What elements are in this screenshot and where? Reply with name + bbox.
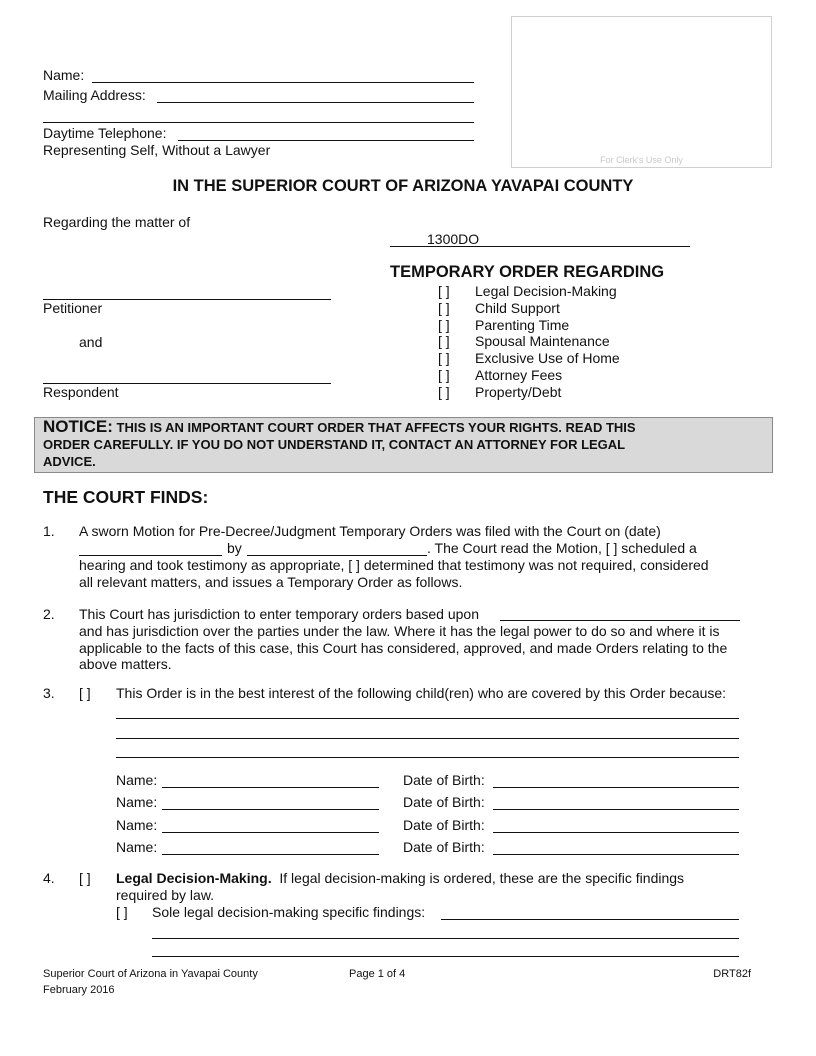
- child-name-label: Name:: [116, 839, 158, 855]
- order-title: TEMPORARY ORDER REGARDING: [390, 263, 665, 281]
- name-label: Name:: [43, 67, 85, 83]
- child-dob-label: Date of Birth:: [403, 839, 485, 855]
- item-3-checkbox[interactable]: [ ]: [79, 685, 91, 701]
- item-4-line-2: required by law.: [116, 887, 215, 903]
- sole-findings-field-3[interactable]: [152, 956, 739, 957]
- court-title: IN THE SUPERIOR COURT OF ARIZONA YAVAPAI COUNTY: [172, 177, 634, 195]
- notice-line-3: ADVICE.: [43, 454, 96, 469]
- item-3-number: 3.: [43, 685, 55, 701]
- item-4-title: Legal Decision-Making.: [116, 870, 272, 886]
- item-1-line-3: hearing and took testimony as appropriate, [ ] determined that testimony was not required, considered: [79, 557, 709, 573]
- name-field[interactable]: [92, 82, 474, 83]
- child-dob-field[interactable]: [493, 832, 739, 833]
- reason-field-3[interactable]: [116, 757, 739, 758]
- motion-date-field[interactable]: [79, 555, 222, 556]
- item-1-by: by: [227, 540, 242, 556]
- child-dob-label: Date of Birth:: [403, 794, 485, 810]
- findings-heading: THE COURT FINDS:: [43, 487, 209, 507]
- option-checkbox[interactable]: [ ]: [438, 283, 450, 299]
- sole-findings-field-1[interactable]: [441, 919, 739, 920]
- item-1-number: 1.: [43, 523, 55, 539]
- option-label: Child Support: [475, 299, 560, 316]
- footer-form-number: DRT82f: [713, 968, 751, 980]
- child-name-field[interactable]: [162, 787, 379, 788]
- child-name-field[interactable]: [162, 854, 379, 855]
- notice-heading: NOTICE:: [43, 417, 113, 436]
- reason-field-1[interactable]: [116, 718, 739, 719]
- option-checkbox[interactable]: [ ]: [438, 350, 450, 367]
- child-dob-label: Date of Birth:: [403, 772, 485, 788]
- item-1-line-4: all relevant matters, and issues a Temporary Order as follows.: [79, 574, 463, 590]
- child-name-label: Name:: [116, 772, 158, 788]
- child-dob-field[interactable]: [493, 854, 739, 855]
- option-label: Exclusive Use of Home: [475, 350, 620, 367]
- item-1-line-2: . The Court read the Motion, [ ] scheduled a: [427, 540, 697, 556]
- case-number: 1300DO: [427, 231, 480, 247]
- address-field-2[interactable]: [43, 122, 474, 123]
- case-number-field[interactable]: [390, 246, 690, 247]
- footer-date: February 2016: [43, 984, 115, 996]
- item-3-line-1: This Order is in the best interest of the following child(ren) who are covered by this Order because:: [116, 685, 727, 701]
- child-dob-field[interactable]: [493, 809, 739, 810]
- regarding-label: Regarding the matter of: [43, 214, 191, 230]
- petitioner-label: Petitioner: [43, 300, 103, 316]
- phone-label: Daytime Telephone:: [43, 125, 167, 141]
- sole-findings-label: Sole legal decision-making specific findings:: [152, 904, 426, 920]
- child-name-field[interactable]: [162, 809, 379, 810]
- notice-line-2: ORDER CAREFULLY. IF YOU DO NOT UNDERSTAND IT, CONTACT AN ATTORNEY FOR LEGAL: [43, 437, 626, 452]
- child-name-label: Name:: [116, 794, 158, 810]
- option-checkbox[interactable]: [ ]: [438, 383, 450, 400]
- option-label: Parenting Time: [475, 316, 570, 333]
- notice-line-1: THIS IS AN IMPORTANT COURT ORDER THAT AFFECTS YOUR RIGHTS. READ THIS: [116, 420, 636, 435]
- option-label: Property/Debt: [475, 383, 562, 400]
- option-checkbox[interactable]: [ ]: [438, 367, 450, 383]
- sole-findings-checkbox[interactable]: [ ]: [116, 904, 128, 920]
- item-2-line-4: above matters.: [79, 656, 172, 672]
- phone-field[interactable]: [178, 140, 474, 141]
- clerk-box-label: For Clerk's Use Only: [600, 155, 683, 165]
- item-4-checkbox[interactable]: [ ]: [79, 870, 91, 886]
- sole-findings-field-2[interactable]: [152, 938, 739, 939]
- option-label: Legal Decision-Making: [475, 283, 617, 299]
- item-2-line-3: applicable to the facts of this case, this Court has considered, approved, and made Orders relating to the: [79, 640, 728, 656]
- item-2-number: 2.: [43, 606, 55, 622]
- item-2-line-2: and has jurisdiction over the parties under the law. Where it has the legal power to do so and where it is: [79, 623, 720, 639]
- option-checkbox[interactable]: [ ]: [438, 316, 450, 333]
- address-label: Mailing Address:: [43, 87, 146, 103]
- footer-court: Superior Court of Arizona in Yavapai County: [43, 968, 258, 980]
- child-dob-field[interactable]: [493, 787, 739, 788]
- child-dob-label: Date of Birth:: [403, 817, 485, 833]
- motion-filed-by-field[interactable]: [247, 555, 427, 556]
- item-1-line-1: A sworn Motion for Pre-Decree/Judgment Temporary Orders was filed with the Court on (date): [79, 523, 661, 539]
- and-label: and: [79, 334, 103, 350]
- option-label: Spousal Maintenance: [475, 333, 610, 350]
- item-2-line-1: This Court has jurisdiction to enter temporary orders based upon: [79, 606, 479, 622]
- child-name-field[interactable]: [162, 832, 379, 833]
- address-field[interactable]: [157, 102, 474, 103]
- footer-page: Page 1 of 4: [349, 968, 406, 980]
- jurisdiction-basis-field[interactable]: [500, 620, 740, 621]
- notice-box: [34, 417, 773, 473]
- clerk-use-box: [511, 16, 772, 168]
- representing-text: Representing Self, Without a Lawyer: [43, 142, 271, 158]
- option-checkbox[interactable]: [ ]: [438, 299, 450, 316]
- reason-field-2[interactable]: [116, 738, 739, 739]
- option-checkbox[interactable]: [ ]: [438, 333, 450, 350]
- item-4-number: 4.: [43, 870, 55, 886]
- item-4-line-1: If legal decision-making is ordered, these are the specific findings: [279, 870, 685, 886]
- respondent-label: Respondent: [43, 384, 119, 400]
- child-name-label: Name:: [116, 817, 158, 833]
- option-label: Attorney Fees: [475, 367, 563, 383]
